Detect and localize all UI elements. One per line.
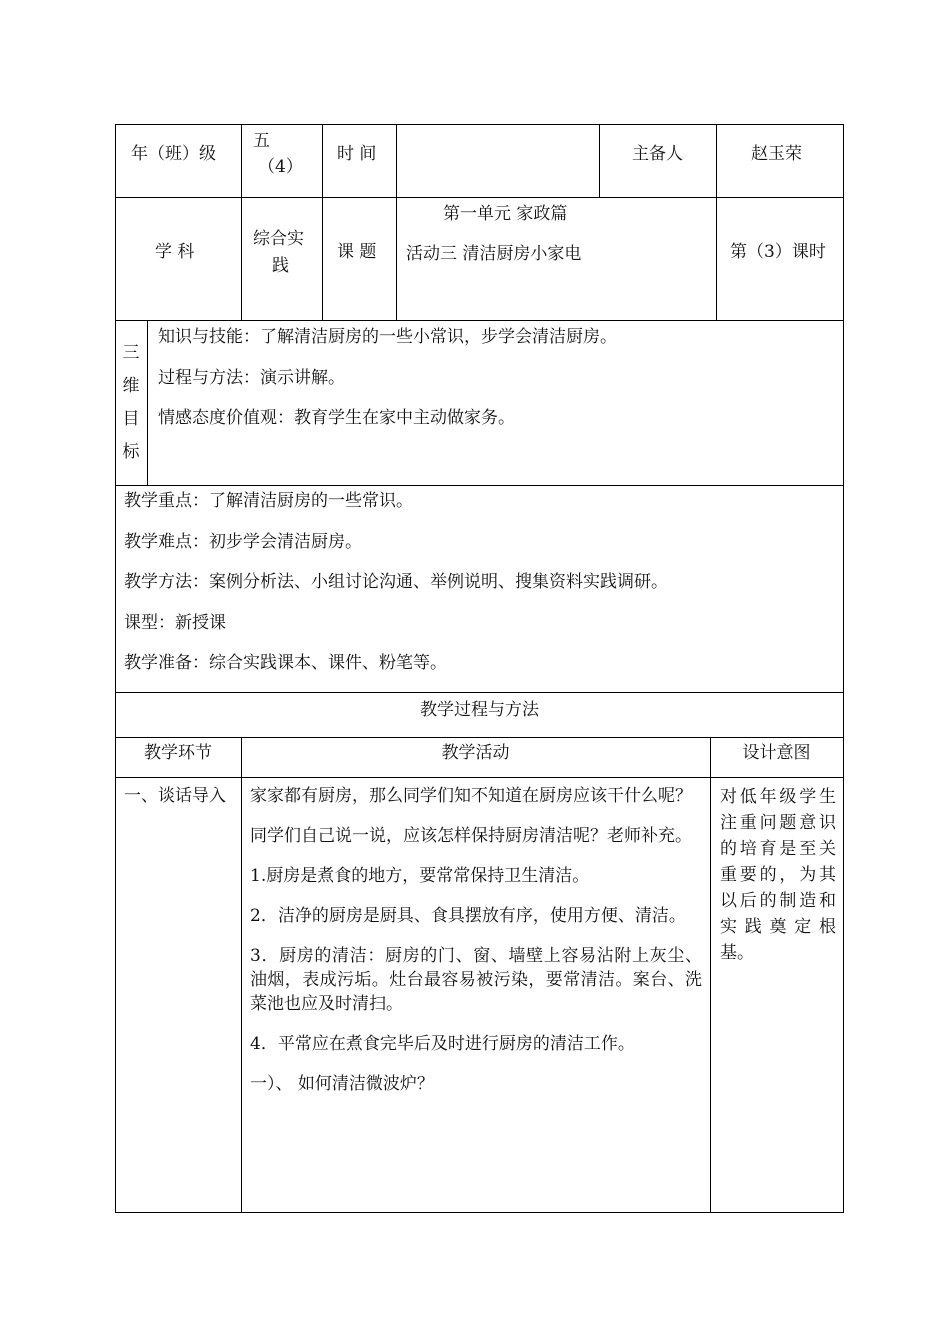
column-header-intent: 设计意图 — [742, 743, 811, 763]
activity-paragraph: 2．洁净的厨房是厨具、食具摆放有序，使用方便、清洁。 — [250, 906, 686, 926]
process-title: 教学过程与方法 — [420, 700, 539, 720]
teaching-focus: 教学重点：了解清洁厨房的一些常识。 — [124, 491, 413, 511]
activity-paragraph: 同学们自己说一说，应该怎样保持厨房清洁呢？老师补充。 — [250, 826, 692, 846]
goal-knowledge: 知识与技能：了解清洁厨房的一些小常识，步学会清洁厨房。 — [158, 327, 617, 347]
teaching-method: 教学方法：案例分析法、小组讨论沟通、举例说明、搜集资料实践调研。 — [124, 572, 668, 592]
subject-value-line1: 综合实 — [253, 229, 304, 249]
preparer-value: 赵玉荣 — [751, 144, 802, 164]
teaching-prep: 教学准备：综合实践课本、课件、粉笔等。 — [124, 653, 447, 673]
column-header-stage: 教学环节 — [144, 743, 212, 763]
subject-value-line2: 践 — [272, 256, 289, 276]
topic-label: 课 题 — [337, 242, 377, 262]
activity-paragraph: 家家都有厨房，那么同学们知不知道在厨房应该干什么呢？ — [250, 786, 692, 806]
activity-content — [250, 784, 702, 1096]
teaching-difficulty: 教学难点：初步学会清洁厨房。 — [124, 532, 362, 552]
stage-1: 一、谈话导入 — [124, 786, 226, 806]
activity-paragraph: 4．平常应在煮食完毕后及时进行厨房的清洁工作。 — [250, 1034, 635, 1054]
time-label: 时 间 — [337, 144, 377, 164]
column-header-activity: 教学活动 — [441, 743, 510, 763]
goals-label: 三 维 目 标 — [122, 343, 140, 462]
design-intent-1: 对低年级学生注重问题意识的培育是至关重要的，为其以后的制造和实践奠定根基。 — [720, 787, 836, 963]
grade-label: 年（班）级 — [131, 144, 216, 164]
activity-paragraph: 一）、 如何清洁微波炉？ — [250, 1074, 434, 1094]
lesson-type: 课型：新授课 — [124, 613, 226, 633]
activity-title: 活动三 清洁厨房小家电 — [406, 244, 582, 264]
grade-value-line1: 五 — [253, 131, 270, 151]
preparer-label: 主备人 — [632, 144, 683, 164]
goal-process: 过程与方法：演示讲解。 — [158, 368, 345, 388]
subject-label: 学 科 — [155, 242, 195, 262]
unit-title: 第一单元 家政篇 — [443, 204, 568, 224]
period-label: 第（3）课时 — [730, 242, 826, 262]
activity-paragraph: 1.厨房是煮食的地方，要常常保持卫生清洁。 — [250, 866, 590, 886]
grade-value-line2: （4） — [258, 157, 303, 177]
activity-paragraph: 3．厨房的清洁：厨房的门、窗、墙壁上容易沾附上灰尘、油烟，表成污垢。灶台最容易被污染，要常清洁。案台、洗菜池也应及时清扫。 — [250, 946, 702, 1014]
goal-emotion: 情感态度价值观：教育学生在家中主动做家务。 — [158, 408, 515, 428]
